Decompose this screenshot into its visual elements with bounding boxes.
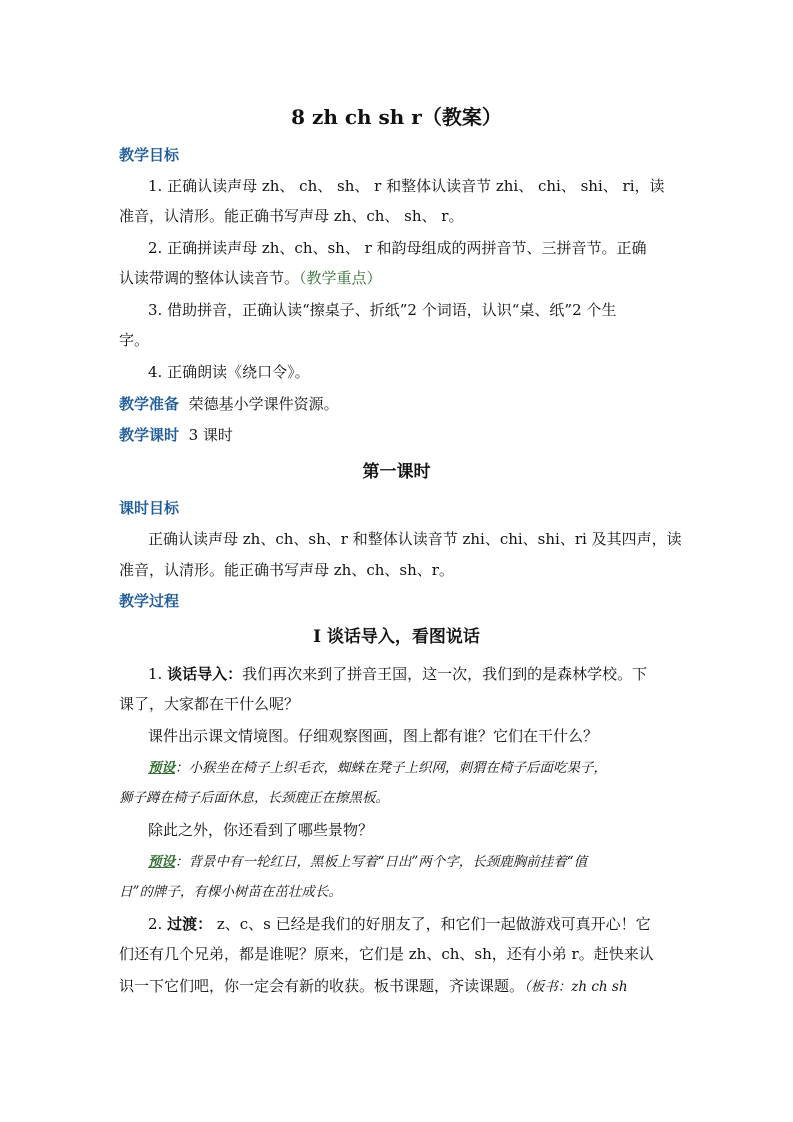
preset-2-line-1 (148, 852, 587, 872)
preset-1-label: 预设 (148, 760, 175, 776)
teaching-goals-heading: 教学目标 (119, 146, 180, 164)
goal-item-2-line-1: 2. 正确拼读声母 zh、ch、sh、 r 和韵母组成的两拼音节、三拼音节。正确 (148, 239, 647, 257)
goal-item-1-line-1: 1. 正确认读声母 zh、 ch、 sh、 r 和整体认读音节 zhi、 chi、 shi、 ri，读 (148, 177, 665, 195)
para-1-label: 谈话导入： (167, 665, 243, 683)
goal-item-4: 4. 正确朗读《绕口令》。 (148, 363, 310, 381)
section-1-para-4-line-3 (119, 976, 628, 997)
preset-2-label: 预设 (148, 854, 175, 870)
para-4-label: 过渡： (167, 915, 213, 933)
para-4-text: z、c、s 已经是我们的好朋友了，和它们一起做游戏可真开心！它 (212, 915, 651, 933)
teaching-prep-label: 教学准备 (119, 395, 180, 413)
goal-item-1-line-2: 准音，认清形。能正确书写声母 zh、ch、 sh、 r。 (119, 207, 464, 225)
section-1-para-2: 课件出示课文情境图。仔细观察图画，图上都有谁？它们在干什么？ (148, 727, 599, 745)
goal-item-2-text: 认读带调的整体认读音节。 (119, 269, 300, 287)
section-1-para-4-line-2: 们还有几个兄弟，都是谁呢？原来，它们是 zh、ch、sh，还有小弟 r。赶快来认 (119, 945, 654, 963)
para-4-number: 2. (148, 915, 168, 933)
lesson-goal-line-1: 正确认读声母 zh、ch、sh、r 和整体认读音节 zhi、chi、shi、ri 及其四声，读 (148, 530, 682, 548)
section-1-para-3: 除此之外，你还看到了哪些景物？ (148, 821, 374, 839)
section-1-heading: Ⅰ 谈话导入，看图说话 (313, 627, 480, 647)
key-point-note: （教学重点） (299, 269, 382, 287)
preset-2-line-2: 日”的牌子，有棵小树苗在茁壮成长。 (119, 884, 342, 900)
section-1-para-1-line-2: 课了，大家都在干什么呢？ (119, 695, 300, 713)
para-4-text-3: 识一下它们吧，你一定会有新的收获。板书课题，齐读课题。 (119, 977, 525, 995)
document-title: 8 zh ch sh r（教案） (291, 105, 502, 129)
section-1-para-1-line-1 (148, 664, 647, 684)
para-1-text: 我们再次来到了拼音王国，这一次，我们到的是森林学校。下 (242, 665, 648, 683)
para-1-number: 1. (148, 665, 168, 683)
lesson-goal-line-2: 准音，认清形。能正确书写声母 zh、ch、sh、r。 (119, 561, 454, 579)
teaching-prep-text: 荣德基小学课件资源。 (188, 395, 339, 413)
preset-2-text: ：背景中有一轮红日，黑板上写着“日出”两个字，长颈鹿胸前挂着“值 (175, 854, 588, 870)
goal-item-3-line-2: 字。 (119, 331, 150, 349)
teaching-hours-label: 教学课时 (119, 426, 180, 444)
teaching-hours-text: 3 课时 (188, 426, 233, 444)
teaching-hours (119, 425, 233, 445)
preset-1-line-1 (148, 758, 607, 778)
teaching-process-heading: 教学过程 (119, 592, 180, 610)
blackboard-note: （板书：zh ch sh (524, 979, 628, 995)
preset-1-text: ：小猴坐在椅子上织毛衣，蜘蛛在凳子上织网，刺猬在椅子后面吃果子， (175, 760, 607, 776)
lesson-1-heading: 第一课时 (362, 462, 431, 482)
section-1-para-4-line-1 (148, 914, 651, 934)
preset-1-line-2: 狮子蹲在椅子后面休息，长颈鹿正在擦黑板。 (119, 790, 389, 806)
teaching-prep (119, 394, 339, 414)
lesson-goal-heading: 课时目标 (119, 499, 180, 517)
goal-item-2-line-2 (119, 268, 382, 288)
goal-item-3-line-1: 3. 借助拼音，正确认读“擦桌子、折纸”2 个词语，认识“桌、纸”2 个生 (148, 301, 617, 319)
